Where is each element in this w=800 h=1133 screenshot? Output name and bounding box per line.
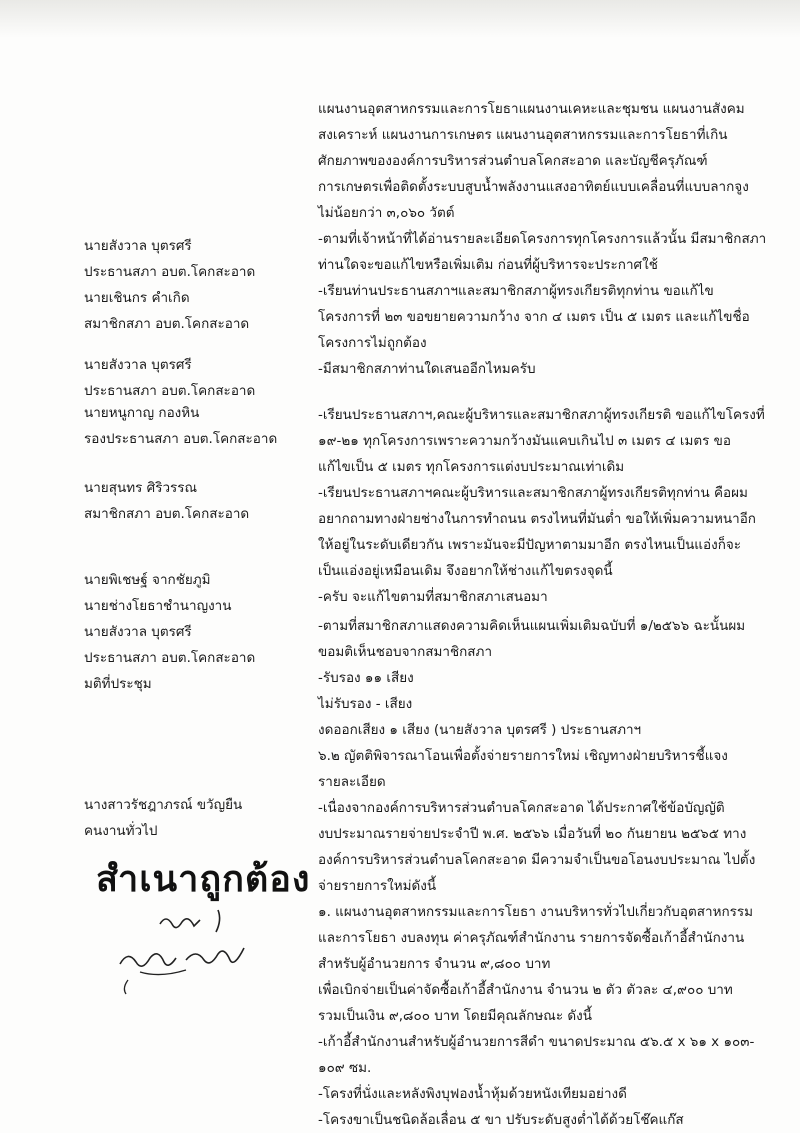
minutes-line: ขอมติเห็นชอบจากสมาชิกสภา	[318, 644, 493, 660]
minutes-line: แผนงานอุตสาหกรรมและการโยธาแผนงานเคหะและชุมชน แผนงานสังคม	[318, 101, 745, 117]
speaker-block-6	[84, 567, 255, 697]
minutes-line: สำหรับผู้อำนวยการ จำนวน ๙,๘๐๐ บาท	[318, 956, 551, 972]
minutes-line: แก้ไขเป็น ๕ เมตร ทุกโครงการแต่งบประมาณเท่าเดิม	[318, 459, 625, 475]
minutes-line: การเกษตรเพื่อติดตั้งระบบสูบน้ำพลังงานแสงอาทิตย์แบบเคลื่อนที่แบบลากจูง	[318, 179, 749, 195]
minutes-line: -โครงที่นั่งและหลังพิงบุฟองน้ำหุ้มด้วยหนังเทียมอย่างดี	[318, 1086, 627, 1102]
minutes-line: -เนื่องจากองค์การบริหารส่วนตำบลโคกสะอาด ได้ประกาศใช้ข้อบัญญัติ	[318, 800, 725, 816]
speaker-title: คนงานทั่วไป	[84, 823, 158, 839]
speaker-name: นายสังวาล บุตรศรี	[84, 624, 192, 640]
minutes-line: และการโยธา งบลงทุน ค่าครุภัณฑ์สำนักงาน รายการจัดซื้อเก้าอี้สำนักงาน	[318, 930, 745, 946]
minutes-line: ๑๐๙ ซม.	[318, 1060, 372, 1076]
minutes-section-2	[318, 402, 765, 610]
minutes-line: องค์การบริหารส่วนตำบลโคกสะอาด มีความจำเป็นขอโอนงบประมาณ ไปตั้ง	[318, 852, 756, 868]
minutes-line: ไม่รับรอง - เสียง	[318, 696, 413, 712]
speaker-block-2	[84, 285, 249, 337]
minutes-line: สงเคราะห์ แผนงานการเกษตร แผนงานอุตสาหกรรมและการโยธาที่เกิน	[318, 127, 728, 143]
minutes-line: โครงการที่ ๒๓ ขอขยายความกว้าง จาก ๔ เมตร เป็น ๕ เมตร และแก้ไขชื่อ	[318, 309, 750, 325]
minutes-line: โครงการไม่ถูกต้อง	[318, 335, 427, 351]
speaker-block-7	[84, 792, 242, 844]
scan-top-shadow	[0, 0, 800, 38]
speaker-title: ประธานสภา อบต.โคกสะอาด	[84, 264, 256, 280]
certified-copy-stamp: สำเนาถูกต้อง	[96, 858, 311, 900]
minutes-line: ๑๙-๒๑ ทุกโครงการเพราะความกว้างมันแคบเกินไป ๓ เมตร ๔ เมตร ขอ	[318, 433, 732, 449]
speaker-name: นายพิเชษฐ์ จากชัยภูมิ	[84, 572, 211, 588]
speaker-name: นายสังวาล บุตรศรี	[84, 357, 192, 373]
speaker-title: ประธานสภา อบต.โคกสะอาด	[84, 650, 256, 666]
minutes-line: ให้อยู่ในระดับเดียวกัน เพราะมันจะมีปัญหาตามมาอีก ตรงไหนเป็นแอ่งก็จะ	[318, 537, 742, 553]
minutes-section-1	[318, 96, 766, 382]
minutes-line: จ่ายรายการใหม่ดังนี้	[318, 878, 437, 894]
speaker-name: นายเชินกร คำเกิด	[84, 290, 190, 306]
speaker-title: รองประธานสภา อบต.โคกสะอาด	[84, 431, 278, 447]
minutes-line: ๖.๒ ญัตติพิจารณาโอนเพื่อตั้งจ่ายรายการใหม่ เชิญทางฝ่ายบริหารชี้แจง	[318, 748, 728, 764]
speaker-name: นายหนูกาญ กองหิน	[84, 405, 200, 421]
minutes-line: -เก้าอี้สำนักงานสำหรับผู้อำนวยการสีดำ ขนาดประมาณ ๕๖.๕ x ๖๑ x ๑๐๓-	[318, 1034, 755, 1050]
minutes-line: -ตามที่เจ้าหน้าที่ได้อ่านรายละเอียดโครงการทุกโครงการแล้วนั้น มีสมาชิกสภา	[318, 231, 767, 247]
minutes-line: -รับรอง ๑๑ เสียง	[318, 670, 414, 686]
minutes-line: -เรียนท่านประธานสภาฯและสมาชิกสภาผู้ทรงเกียรติทุกท่าน ขอแก้ไข	[318, 283, 714, 299]
minutes-line: เป็นแอ่งอยู่เหมือนเดิม จึงอยากให้ช่างแก้ไขตรงจุดนี้	[318, 563, 613, 579]
minutes-line: ศักยภาพขององค์การบริหารส่วนตำบลโคกสะอาด และบัญชีครุภัณฑ์	[318, 153, 708, 169]
minutes-line: -ครับ จะแก้ไขตามที่สมาชิกสภาเสนอมา	[318, 589, 548, 605]
minutes-line: รวมเป็นเงิน ๙,๘๐๐ บาท โดยมีคุณลักษณะ ดังนี้	[318, 1008, 592, 1024]
speaker-block-5	[84, 475, 249, 527]
resolution-label: มติที่ประชุม	[84, 676, 152, 692]
speaker-name: นางสาวรัชฎาภรณ์ ขวัญยืน	[84, 797, 243, 813]
minutes-line: -มีสมาชิกสภาท่านใดเสนออีกไหมครับ	[318, 361, 536, 377]
speaker-title: สมาชิกสภา อบต.โคกสะอาด	[84, 316, 250, 332]
speaker-name: นายสุนทร ศิริวรรณ	[84, 480, 198, 496]
minutes-section-3	[318, 613, 755, 1133]
speaker-title: ประธานสภา อบต.โคกสะอาด	[84, 383, 256, 399]
minutes-line: -โครงขาเป็นชนิดล้อเลื่อน ๕ ขา ปรับระดับสูงต่ำได้ด้วยโช๊คแก๊ส	[318, 1112, 684, 1128]
minutes-line: -เรียนประธานสภาฯ,คณะผู้บริหารและสมาชิกสภาผู้ทรงเกียรติ ขอแก้ไขโครงที่	[318, 407, 765, 423]
minutes-line: รายละเอียด	[318, 774, 386, 790]
speaker-block-3	[84, 352, 255, 404]
speaker-name: นายสังวาล บุตรศรี	[84, 238, 192, 254]
minutes-line: -ตามที่สมาชิกสภาแสดงความคิดเห็นแผนเพิ่มเติมฉบับที่ ๑/๒๕๖๖ ฉะนั้นผม	[318, 618, 746, 634]
minutes-line: เพื่อเบิกจ่ายเป็นค่าจัดซื้อเก้าอี้สำนักงาน จำนวน ๒ ตัว ตัวละ ๔,๙๐๐ บาท	[318, 982, 733, 998]
speaker-title: นายช่างโยธาชำนาญงาน	[84, 598, 232, 614]
minutes-line: งดออกเสียง ๑ เสียง (นายสังวาล บุตรศรี ) ประธานสภาฯ	[318, 722, 642, 738]
minutes-line: อยากถามทางฝ่ายช่างในการทำถนน ตรงไหนที่มันต่ำ ขอให้เพิ่มความหนาอีก	[318, 511, 756, 527]
speaker-title: สมาชิกสภา อบต.โคกสะอาด	[84, 506, 250, 522]
handwritten-signature	[100, 902, 260, 1012]
speaker-block-4	[84, 400, 277, 452]
speaker-block-1	[84, 233, 255, 285]
minutes-line: ไม่น้อยกว่า ๓,๐๖๐ วัตต์	[318, 205, 455, 221]
minutes-line: ท่านใดจะขอแก้ไขหรือเพิ่มเติม ก่อนที่ผู้บริหารจะประกาศใช้	[318, 257, 658, 273]
minutes-line: ๑. แผนงานอุตสาหกรรมและการโยธา งานบริหารทั่วไปเกี่ยวกับอุตสาหกรรม	[318, 904, 754, 920]
minutes-line: งบประมาณรายจ่ายประจำปี พ.ศ. ๒๕๖๖ เมื่อวันที่ ๒๐ กันยายน ๒๕๖๕ ทาง	[318, 826, 747, 842]
minutes-line: -เรียนประธานสภาฯคณะผู้บริหารและสมาชิกสภาผู้ทรงเกียรติทุกท่าน คือผม	[318, 485, 748, 501]
